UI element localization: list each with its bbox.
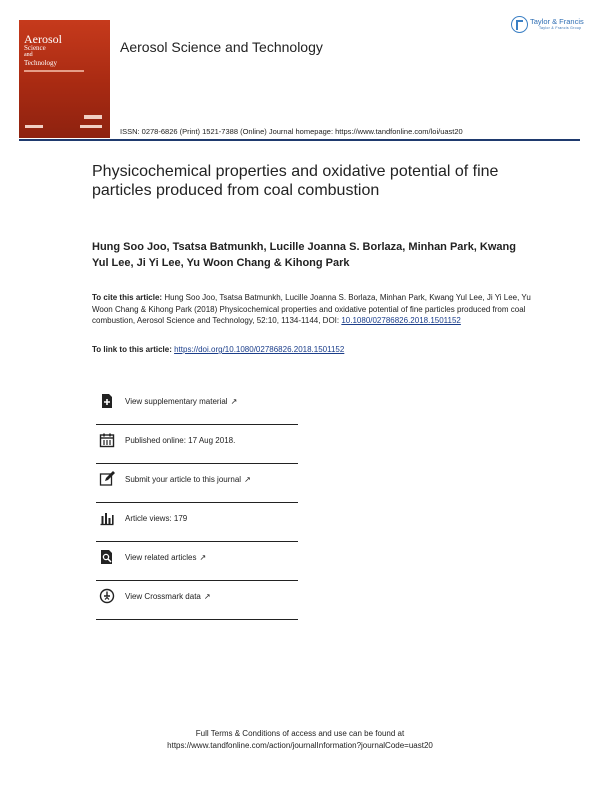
article-actions-list — [96, 386, 298, 620]
footer-terms-text: Full Terms & Conditions of access and use can be found at — [195, 729, 405, 738]
cover-publisher-mark — [80, 125, 102, 128]
related-articles-item[interactable] — [96, 542, 298, 581]
publisher-logo-icon — [511, 16, 528, 33]
menu-item-label: Published online: 17 Aug 2018. — [125, 436, 236, 445]
external-link-icon: ↗ — [199, 553, 207, 562]
issn-line — [120, 127, 463, 136]
doi-link[interactable]: 10.1080/02786826.2018.1501152 — [341, 316, 461, 325]
supplementary-plus-icon — [99, 393, 115, 409]
publisher-logo[interactable] — [511, 15, 583, 37]
crossmark-icon — [99, 588, 115, 604]
external-link-icon: ↗ — [244, 475, 251, 484]
search-doc-icon — [99, 549, 115, 565]
external-link-icon: ↗ — [203, 592, 211, 601]
article-link-label: To link to this article: — [92, 345, 175, 354]
cover-publisher-mark — [25, 125, 43, 128]
cover-title-line4: Technology — [24, 59, 57, 67]
cover-subtitle-bar — [24, 70, 84, 72]
footer-terms — [0, 728, 600, 751]
cover-title-line2: Science — [24, 44, 46, 52]
publisher-logo-text: Taylor & Francis — [530, 17, 584, 26]
view-supplementary-item[interactable] — [96, 386, 298, 425]
article-doi-link[interactable]: https://doi.org/10.1080/02786826.2018.1501152 — [174, 345, 345, 354]
article-link-line — [92, 345, 532, 354]
bar-chart-icon — [99, 510, 115, 526]
menu-item-label: Submit your article to this journal ↗ — [125, 475, 251, 484]
citation-block — [92, 292, 532, 327]
journal-title: Aerosol Science and Technology — [120, 39, 323, 55]
crossmark-item[interactable] — [96, 581, 298, 620]
publisher-logo-subtext: Taylor & Francis Group — [539, 26, 582, 30]
edit-icon — [99, 471, 115, 487]
cover-decoration — [84, 115, 102, 119]
submit-article-item[interactable] — [96, 464, 298, 503]
calendar-icon — [99, 432, 115, 448]
footer-terms-link[interactable]: https://www.tandfonline.com/action/journalInformation?journalCode=uast20 — [167, 740, 433, 750]
cover-title-line1: Aerosol — [24, 32, 62, 46]
issn-text: ISSN: 0278-6826 (Print) 1521-7388 (Online) Journal homepage: — [120, 127, 336, 136]
citation-label: To cite this article: — [92, 293, 163, 302]
article-title: Physicochemical properties and oxidative potential of fine particles produced from coal combustion — [92, 163, 499, 199]
journal-homepage-link[interactable]: https://www.tandfonline.com/loi/uast20 — [335, 127, 463, 136]
article-authors: Hung Soo Joo, Tsatsa Batmunkh, Lucille Joanna S. Borlaza, Minhan Park, Kwang Yul Lee, Ji Yi Lee, Yu Woon Chang & Kihong Park — [92, 241, 516, 269]
menu-item-label: Article views: 179 — [125, 514, 188, 523]
header-divider — [19, 139, 580, 141]
citation-text: Hung Soo Joo, Tsatsa Batmunkh, Lucille Joanna S. Borlaza, Minhan Park, Kwang Yul Lee, Ji Yi Lee, Yu Woon Chang & Kihong Park (2018) Physicochemical properties and oxidative potential of fine particles produced from coal combustion, Aerosol Science and Technology, 52:10, 1134-1144, DOI: — [92, 293, 531, 325]
external-link-icon: ↗ — [230, 397, 238, 406]
cover-title-line3: and — [24, 52, 33, 58]
published-online-item — [96, 425, 298, 464]
menu-item-label: View related articles ↗ — [125, 553, 207, 562]
menu-item-label: View supplementary material ↗ — [125, 397, 238, 406]
menu-item-label: View Crossmark data ↗ — [125, 592, 211, 601]
journal-cover-image — [19, 20, 110, 138]
article-views-item — [96, 503, 298, 542]
